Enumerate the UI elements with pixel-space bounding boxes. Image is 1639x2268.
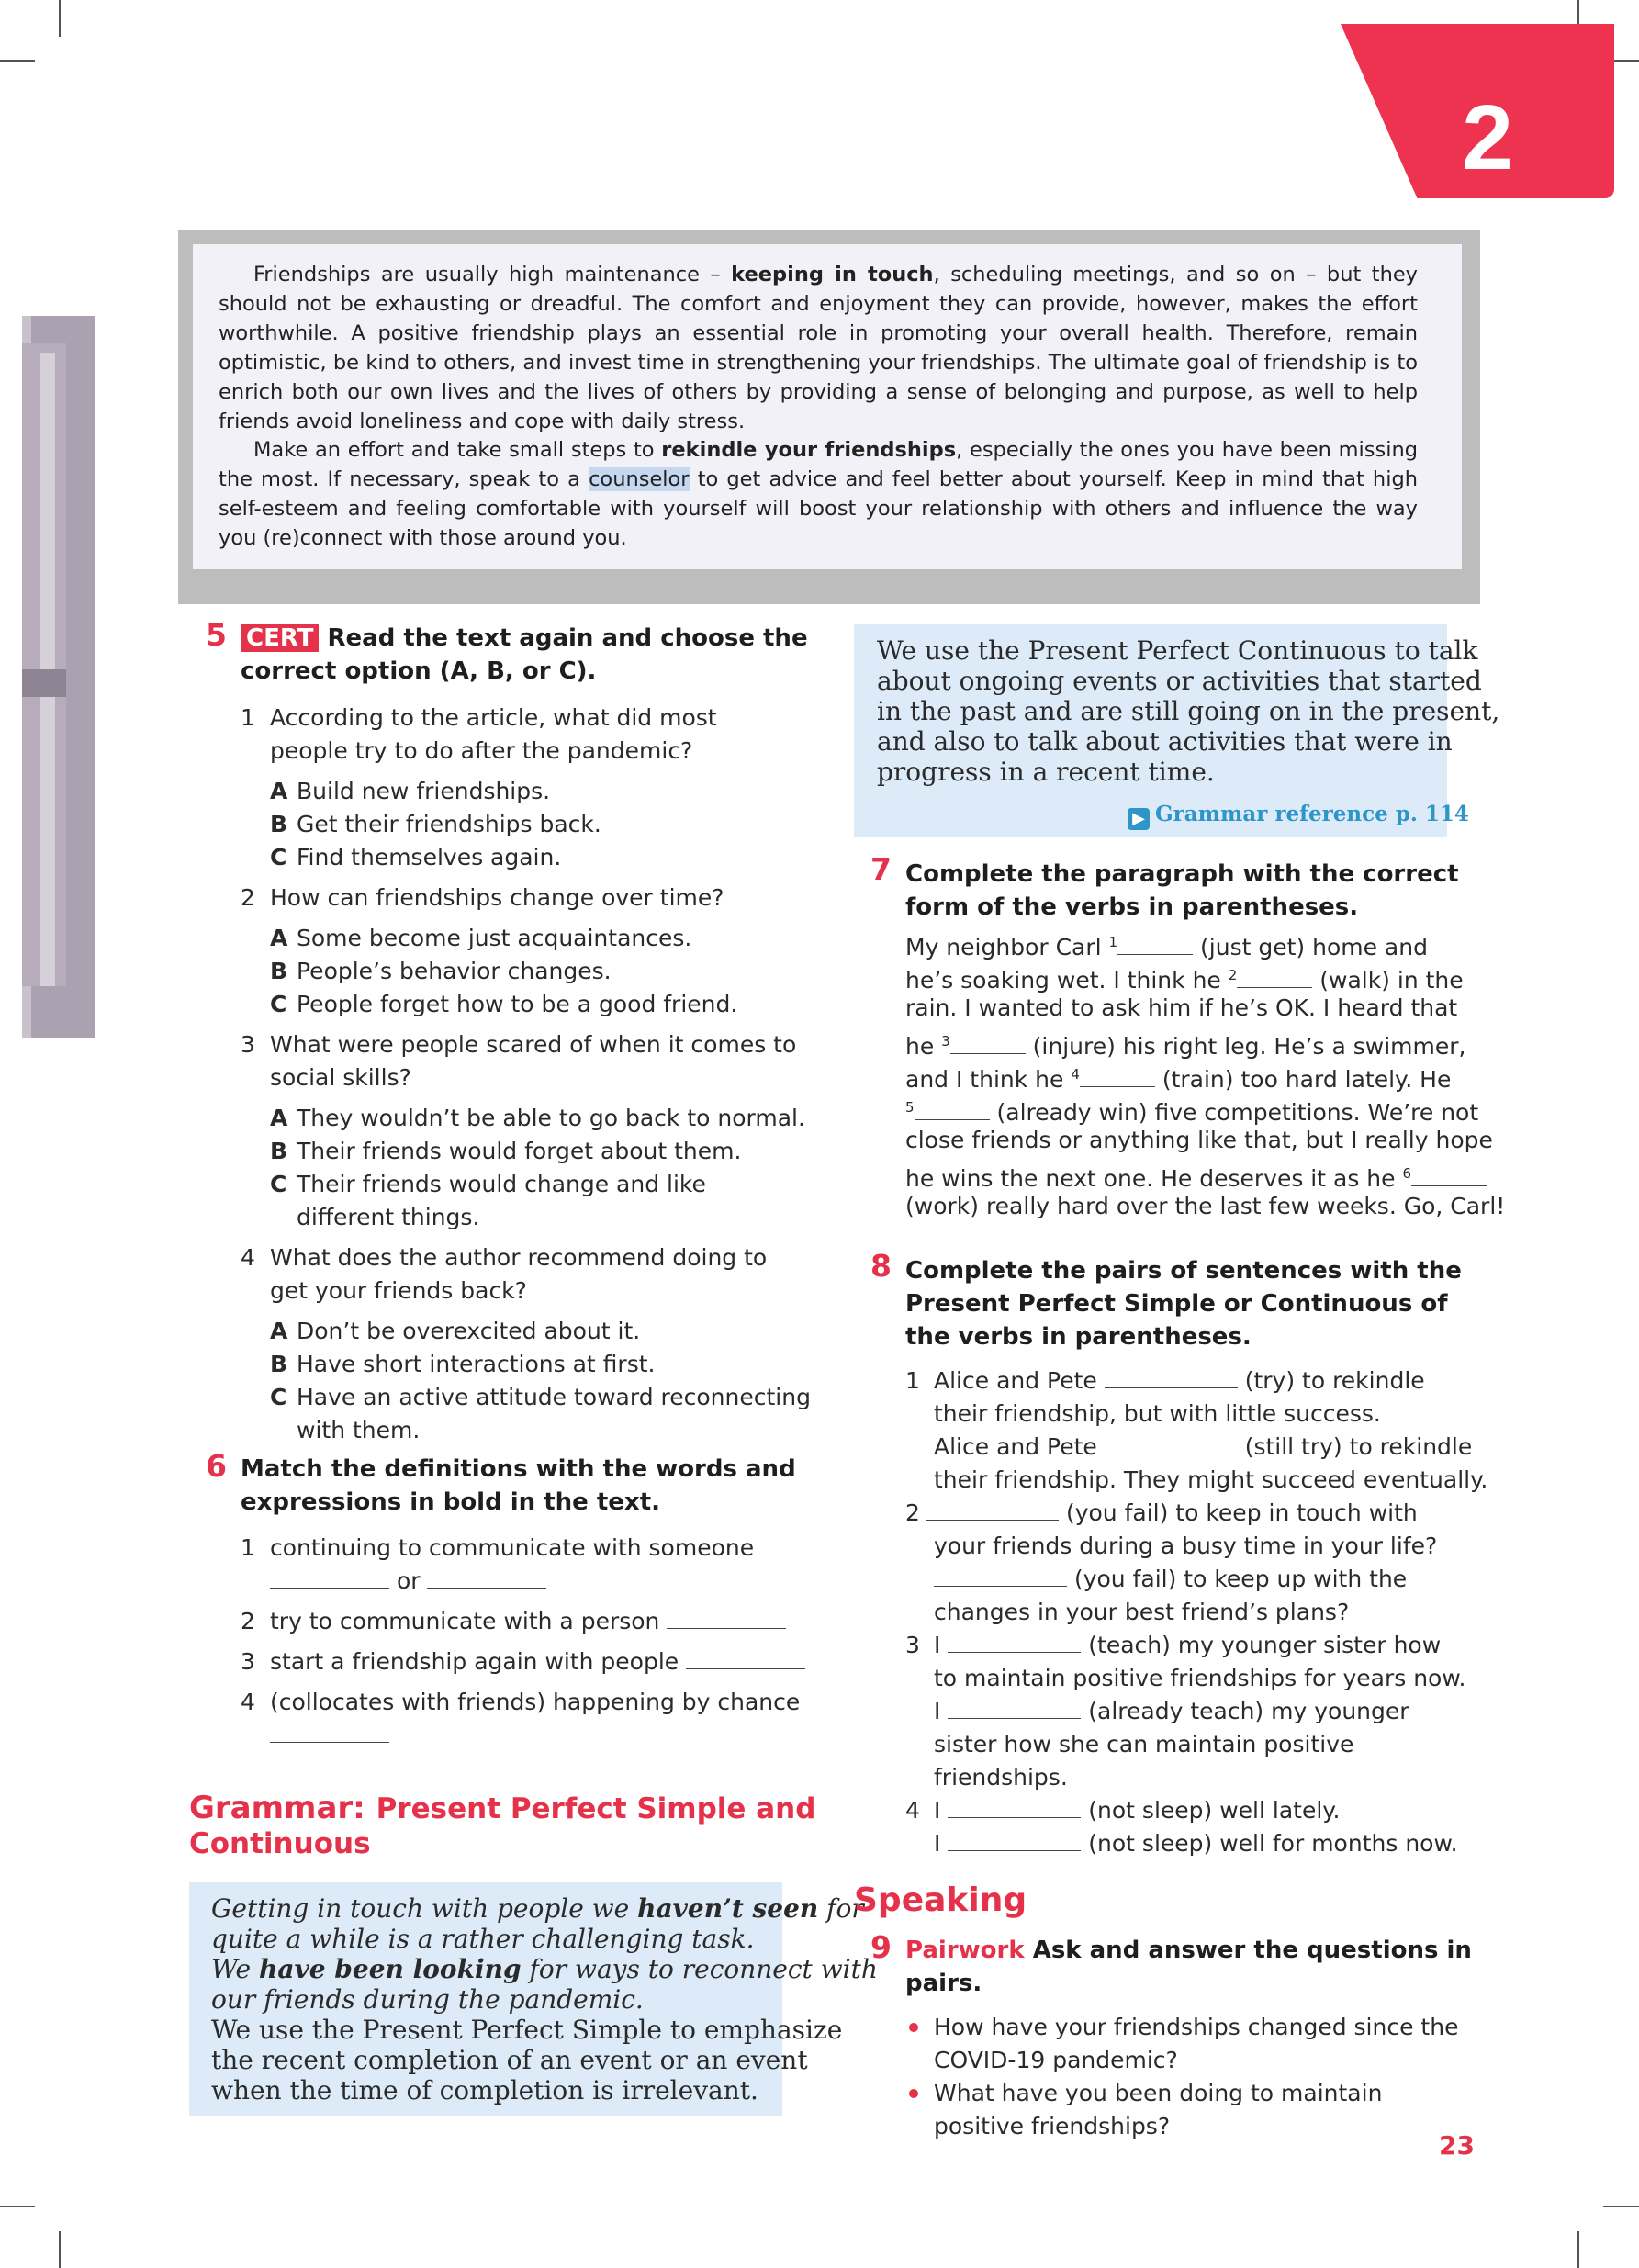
speaking-question-1: How have your friendships changed since the (934, 2014, 1459, 2040)
question-2: How can friendships change over time? (270, 884, 724, 911)
grammar-heading: Grammar: Present Perfect Simple and (189, 1790, 816, 1826)
definition-1: continuing to communicate with someone (270, 1534, 755, 1561)
arrow-right-icon: ▶ (1128, 808, 1150, 830)
answer-blank[interactable] (427, 1567, 546, 1589)
question-4: What does the author recommend doing to (270, 1244, 768, 1271)
option-4a: Don’t be overexcited about it. (297, 1318, 641, 1344)
option-3c: Their friends would change and like (297, 1171, 706, 1197)
option-3a: They wouldn’t be able to go back to normal. (297, 1105, 805, 1131)
bullet-icon (909, 2089, 918, 2098)
crop-mark (59, 0, 61, 37)
grammar-reference-link[interactable]: ▶ Grammar reference p. 114 (1128, 801, 1469, 830)
answer-blank[interactable] (948, 1632, 1081, 1653)
answer-blank[interactable] (948, 1698, 1081, 1719)
option-3b: Their friends would forget about them. (297, 1138, 742, 1164)
crop-mark (59, 2231, 61, 2268)
option-1c: Find themselves again. (297, 844, 562, 870)
option-2a: Some become just acquaintances. (297, 925, 692, 951)
option-1b: Get their friendships back. (297, 811, 601, 837)
grammar-heading-line2: Continuous (189, 1827, 371, 1860)
definition-4: (collocates with friends) happening by chance (270, 1689, 801, 1715)
answer-blank-3[interactable] (950, 1033, 1026, 1054)
answer-blank-6[interactable] (1411, 1165, 1487, 1186)
exercise-6-number: 6 (206, 1448, 227, 1484)
answer-blank[interactable] (667, 1608, 786, 1629)
option-2c: People forget how to be a good friend. (297, 991, 738, 1017)
exercise-6-title: Match the definitions with the words and expressions in bold in the text. (241, 1455, 796, 1516)
option-4b: Have short interactions at first. (297, 1351, 656, 1377)
crop-mark (0, 60, 35, 62)
answer-blank[interactable] (948, 1797, 1081, 1818)
crop-mark (1577, 2231, 1579, 2268)
bullet-icon (909, 2023, 918, 2032)
option-4c: Have an active attitude toward reconnecting (297, 1384, 811, 1410)
bold-phrase-rekindle: rekindle your friendships (661, 438, 957, 462)
definition-1-blanks: or (270, 1565, 546, 1598)
exercise-8-title: Complete the pairs of sentences with the Present Perfect Simple or Continuous of the verbs in parentheses. (905, 1257, 1462, 1351)
answer-blank-5[interactable] (915, 1099, 990, 1120)
answer-blank-1[interactable] (1117, 934, 1193, 955)
answer-blank[interactable] (926, 1499, 1059, 1521)
exercise-7-number: 7 (870, 851, 892, 887)
answer-blank[interactable] (934, 1566, 1067, 1587)
exercise-9-number: 9 (870, 1929, 892, 1965)
reading-paragraph-2: Make an effort and take small steps to rekindle your friendships, especially the ones you have been missing the most. If necessary, speak to a counselor to get advice and feel better about yourself. Keep in mind that high self-esteem and feeling comfortable with yourself will boost your relationship with others and influence the way you (re)connect with those around you. (219, 438, 1419, 550)
chapter-number: 2 (1462, 86, 1513, 189)
answer-blank[interactable] (1105, 1367, 1238, 1388)
answer-blank[interactable] (270, 1722, 389, 1743)
question-3: What were people scared of when it comes to (270, 1031, 797, 1058)
side-photo-strip (22, 316, 95, 1038)
speaking-question-2: What have you been doing to maintain (934, 2080, 1383, 2106)
definition-3: start a friendship again with people (270, 1645, 805, 1679)
exercise-8-number: 8 (870, 1248, 892, 1284)
answer-blank-4[interactable] (1080, 1066, 1155, 1087)
crop-mark (0, 2206, 35, 2207)
page-number: 23 (1439, 2130, 1475, 2161)
cert-badge: CERT (241, 624, 319, 652)
speaking-heading: Speaking (854, 1881, 1027, 1919)
bold-phrase-keeping-in-touch: keeping in touch (731, 263, 934, 286)
answer-blank[interactable] (686, 1648, 805, 1669)
question-1: According to the article, what did most (270, 704, 717, 731)
option-2b: People’s behavior changes. (297, 958, 612, 984)
exercise-5-number: 5 (206, 617, 227, 653)
definition-2: try to communicate with a person (270, 1605, 786, 1638)
answer-blank-2[interactable] (1237, 967, 1312, 988)
option-1a: Build new friendships. (297, 778, 551, 804)
exercise-9-title: Pairwork Ask and answer the questions in pairs. (905, 1937, 1472, 1997)
exercise-5-title: CERT Read the text again and choose the correct option (A, B, or C). (241, 624, 808, 685)
highlighted-word: counselor (589, 467, 690, 491)
answer-blank[interactable] (270, 1567, 389, 1589)
exercise-7-title: Complete the paragraph with the correct form of the verbs in parentheses. (905, 860, 1459, 921)
answer-blank[interactable] (948, 1830, 1081, 1851)
crop-mark (1603, 2206, 1639, 2207)
reading-paragraph-1: Friendships are usually high maintenance – keeping in touch, scheduling meetings, and so on – but they should not be exhausting or dreadful. The comfort and enjoyment they can provide, however, makes the effort worthwhile. A positive friendship plays an essential role in promoting your overall health. Therefore, remain optimistic, be kind to others, and invest time in strengthening your friendships. The ultimate goal of friendship is to enrich both our own lives and the lives of others by providing a sense of belonging and purpose, as well to help friends avoid loneliness and cope with daily stress. (219, 263, 1418, 433)
answer-blank[interactable] (1105, 1433, 1238, 1454)
